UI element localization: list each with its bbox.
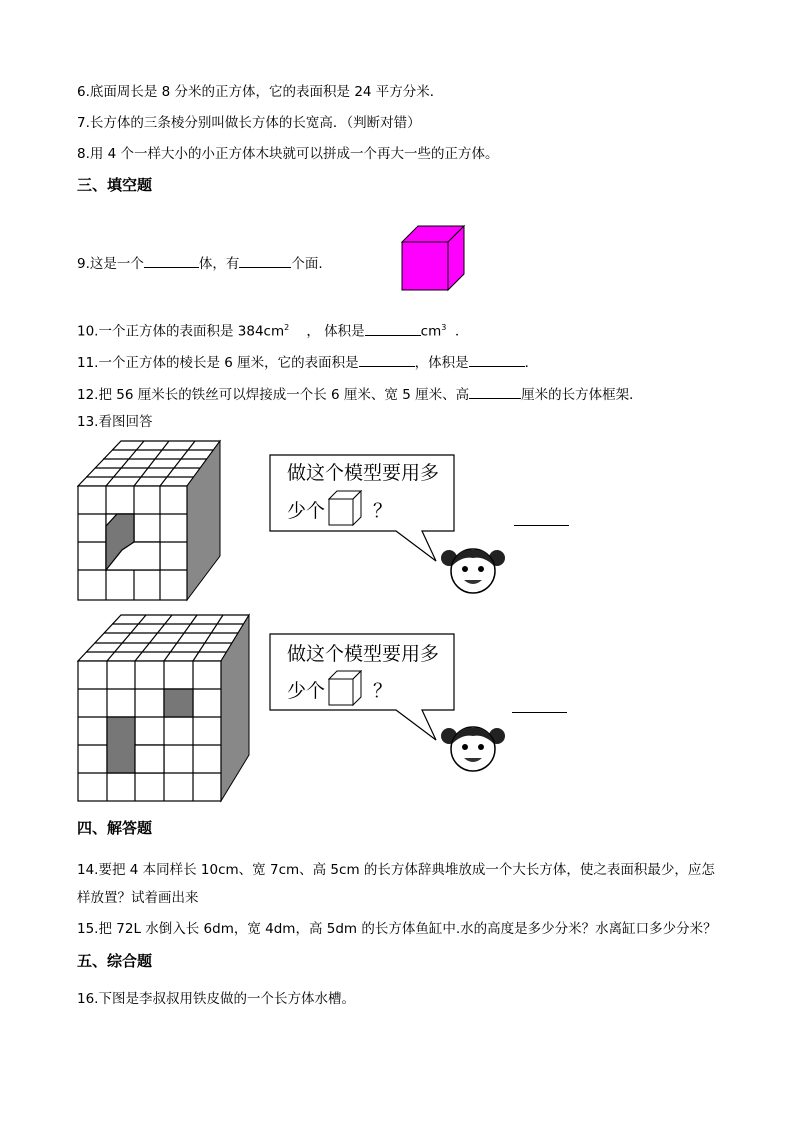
question-16: 16.下图是李叔叔用铁皮做的一个长方体水槽。 — [77, 991, 355, 1007]
q9-blank-1[interactable] — [144, 253, 199, 268]
q10-text-a: 10.一个正方体的表面积是 384cm — [77, 323, 285, 340]
bubble-1-text-a: 少个 — [287, 500, 326, 522]
question-9 — [77, 253, 323, 273]
q11-text-a: 11.一个正方体的棱长是 6 厘米，它的表面积是 — [77, 355, 359, 371]
bubble-2-line-1: 做这个模型要用多 — [287, 643, 440, 665]
q10-text-c: cm — [420, 323, 442, 340]
question-12 — [77, 384, 643, 404]
q10-text-b: ， 体积是 — [306, 323, 365, 340]
model-2-top-face — [78, 615, 249, 661]
section-heading-comprehensive: 五、综合题 — [77, 952, 153, 970]
bubble-2-text-a: 少个 — [287, 680, 326, 702]
question-13: 13.看图回答 — [77, 414, 153, 430]
q11-blank-1[interactable] — [359, 352, 415, 367]
q12-text-a: 12.把 56 厘米长的铁丝可以焊接成一个长 6 厘米、宽 5 厘米、高 — [77, 387, 470, 403]
bubble-1-line-1: 做这个模型要用多 — [287, 462, 440, 484]
q11-text-c: ． — [524, 355, 539, 371]
question-15: 15.把 72L 水倒入长 6dm，宽 4dm，高 5dm 的长方体鱼缸中.水的高度是多少分米？水离缸口多少分米？ — [77, 921, 717, 937]
cube-front-face — [402, 242, 448, 290]
q12-blank[interactable] — [469, 384, 521, 399]
question-7: 7.长方体的三条棱分别叫做长方体的长宽高．（判断对错） — [77, 115, 421, 131]
question-14: 14.要把 4 本同样长 10cm、宽 7cm、高 5cm 的长方体辞典堆放成一个大长方体，使之表面积最少，应怎样放置？试着画出来 — [77, 862, 715, 906]
q10-blank[interactable] — [365, 321, 421, 336]
q10-text-d: ． — [454, 323, 469, 340]
small-cube-icon — [328, 490, 362, 526]
girl-face-icon — [438, 544, 508, 596]
q9-text-b: 体，有 — [198, 256, 240, 272]
magenta-cube-figure — [400, 224, 466, 292]
girl-face-icon — [438, 722, 508, 774]
bubble-1-line-2 — [287, 498, 325, 524]
bubble-2-line-2 — [287, 678, 325, 704]
answer-line-1[interactable] — [514, 525, 569, 526]
bubble-2-question-mark: ？ — [373, 680, 393, 702]
q9-text-c: 个面. — [291, 256, 323, 272]
q10-sup-2: 3 — [441, 323, 447, 332]
question-6: 6.底面周长是 8 分米的正方体，它的表面积是 24 平方分米． — [77, 84, 444, 100]
q11-blank-2[interactable] — [469, 352, 525, 367]
question-10 — [77, 319, 468, 341]
section-heading-fill: 三、填空题 — [77, 176, 153, 194]
bubble-1-question-mark: ？ — [373, 500, 393, 522]
small-cube-icon — [328, 670, 362, 706]
cube-model-figure-2 — [77, 613, 251, 803]
q9-text-a: 9.这是一个 — [77, 256, 144, 272]
model-1-front-face — [78, 486, 187, 600]
model-2-front-face — [78, 661, 221, 801]
q11-text-b: ，体积是 — [414, 355, 469, 371]
section-heading-answer: 四、解答题 — [77, 819, 153, 837]
question-11 — [77, 352, 538, 372]
q10-sup-1: 2 — [284, 323, 290, 332]
q9-blank-2[interactable] — [239, 253, 291, 268]
answer-line-2[interactable] — [512, 712, 567, 713]
question-8: 8.用 4 个一样大小的小正方体木块就可以拼成一个再大一些的正方体。 — [77, 146, 499, 162]
cube-model-figure-1 — [77, 438, 222, 602]
q12-text-b: 厘米的长方体框架． — [521, 387, 643, 403]
